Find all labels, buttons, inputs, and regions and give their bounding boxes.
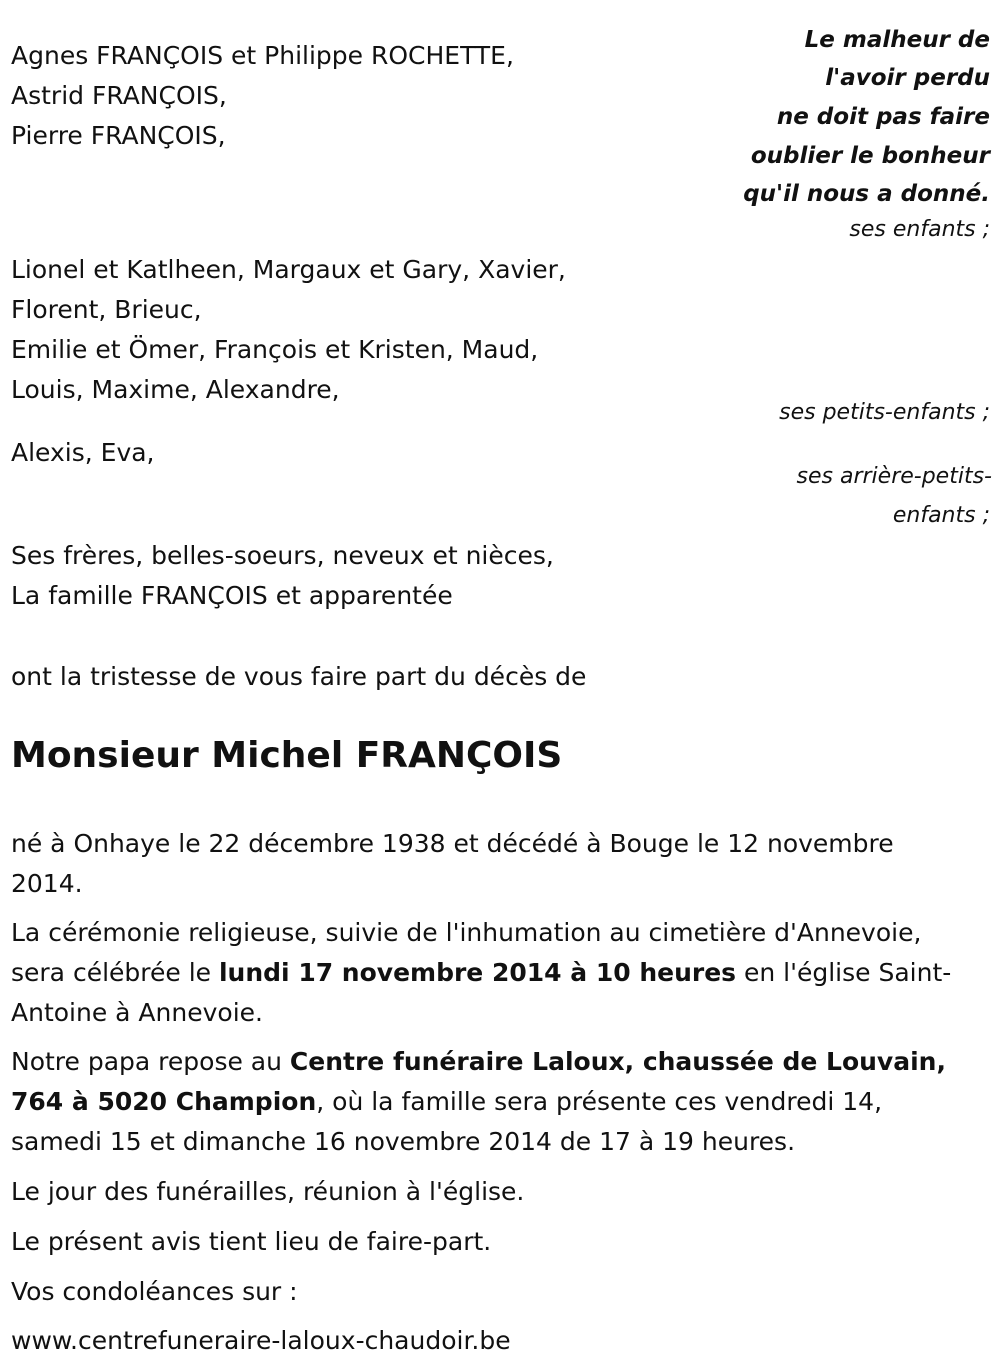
funeral-day-text: Le jour des funérailles, réunion à l'église. [11,1177,525,1206]
quote-line-5: qu'il nous a donné. [743,181,990,207]
birth-death-line-2: 2014. [11,869,83,898]
family-line-grandchildren-2: Florent, Brieuc, [11,295,202,324]
ceremony-place: en l'église Saint- [736,958,952,987]
family-line-siblings: Ses frères, belles-soeurs, neveux et nièces, [11,541,554,570]
repose-line-1 [11,1042,946,1082]
family-line-grandchildren-3: Emilie et Ömer, François et Kristen, Maud, [11,335,539,364]
ceremony-line-3: Antoine à Annevoie. [11,998,263,1027]
condolences-label: Vos condoléances sur : [11,1277,298,1306]
role-grandchildren: ses petits-enfants ; [779,400,990,425]
quote-line-4: oublier le bonheur [750,143,990,169]
ceremony-line-1: La cérémonie religieuse, suivie de l'inhumation au cimetière d'Annevoie, [11,918,922,947]
notice-text: Le présent avis tient lieu de faire-part. [11,1227,492,1256]
family-line-great-grandchildren: Alexis, Eva, [11,438,155,467]
repose-address: 764 à 5020 Champion [11,1087,317,1116]
deceased-name: Monsieur Michel FRANÇOIS [11,735,563,776]
repose-location: Centre funéraire Laloux, chaussée de Louvain, [289,1047,946,1076]
repose-visiting: , où la famille sera présente ces vendredi 14, [316,1087,883,1116]
family-line-grandchildren-4: Louis, Maxime, Alexandre, [11,375,340,404]
role-children: ses enfants ; [849,217,990,242]
quote-line-1: Le malheur de [804,27,990,53]
repose-text: Notre papa repose au [11,1047,290,1076]
repose-line-2 [11,1082,882,1122]
ceremony-text: sera célébrée le [11,958,219,987]
announcement-text: ont la tristesse de vous faire part du décès de [11,662,587,691]
role-great-grandchildren-2: enfants ; [892,503,990,528]
website-link[interactable]: www.centrefuneraire-laloux-chaudoir.be [11,1326,511,1355]
ceremony-date: lundi 17 novembre 2014 à 10 heures [218,958,737,987]
family-line-children-3: Pierre FRANÇOIS, [11,121,226,150]
family-line-children-1: Agnes FRANÇOIS et Philippe ROCHETTE, [11,41,514,70]
quote-line-3: ne doit pas faire [776,104,990,130]
family-line-relatives: La famille FRANÇOIS et apparentée [11,581,453,610]
role-great-grandchildren-1: ses arrière-petits- [796,464,992,489]
ceremony-line-2 [11,953,951,993]
family-line-children-2: Astrid FRANÇOIS, [11,81,227,110]
birth-death-line-1: né à Onhaye le 22 décembre 1938 et décédé à Bouge le 12 novembre [11,829,894,858]
quote-line-2: l'avoir perdu [825,65,990,91]
repose-line-3: samedi 15 et dimanche 16 novembre 2014 de 17 à 19 heures. [11,1127,796,1156]
family-line-grandchildren-1: Lionel et Katlheen, Margaux et Gary, Xavier, [11,255,566,284]
